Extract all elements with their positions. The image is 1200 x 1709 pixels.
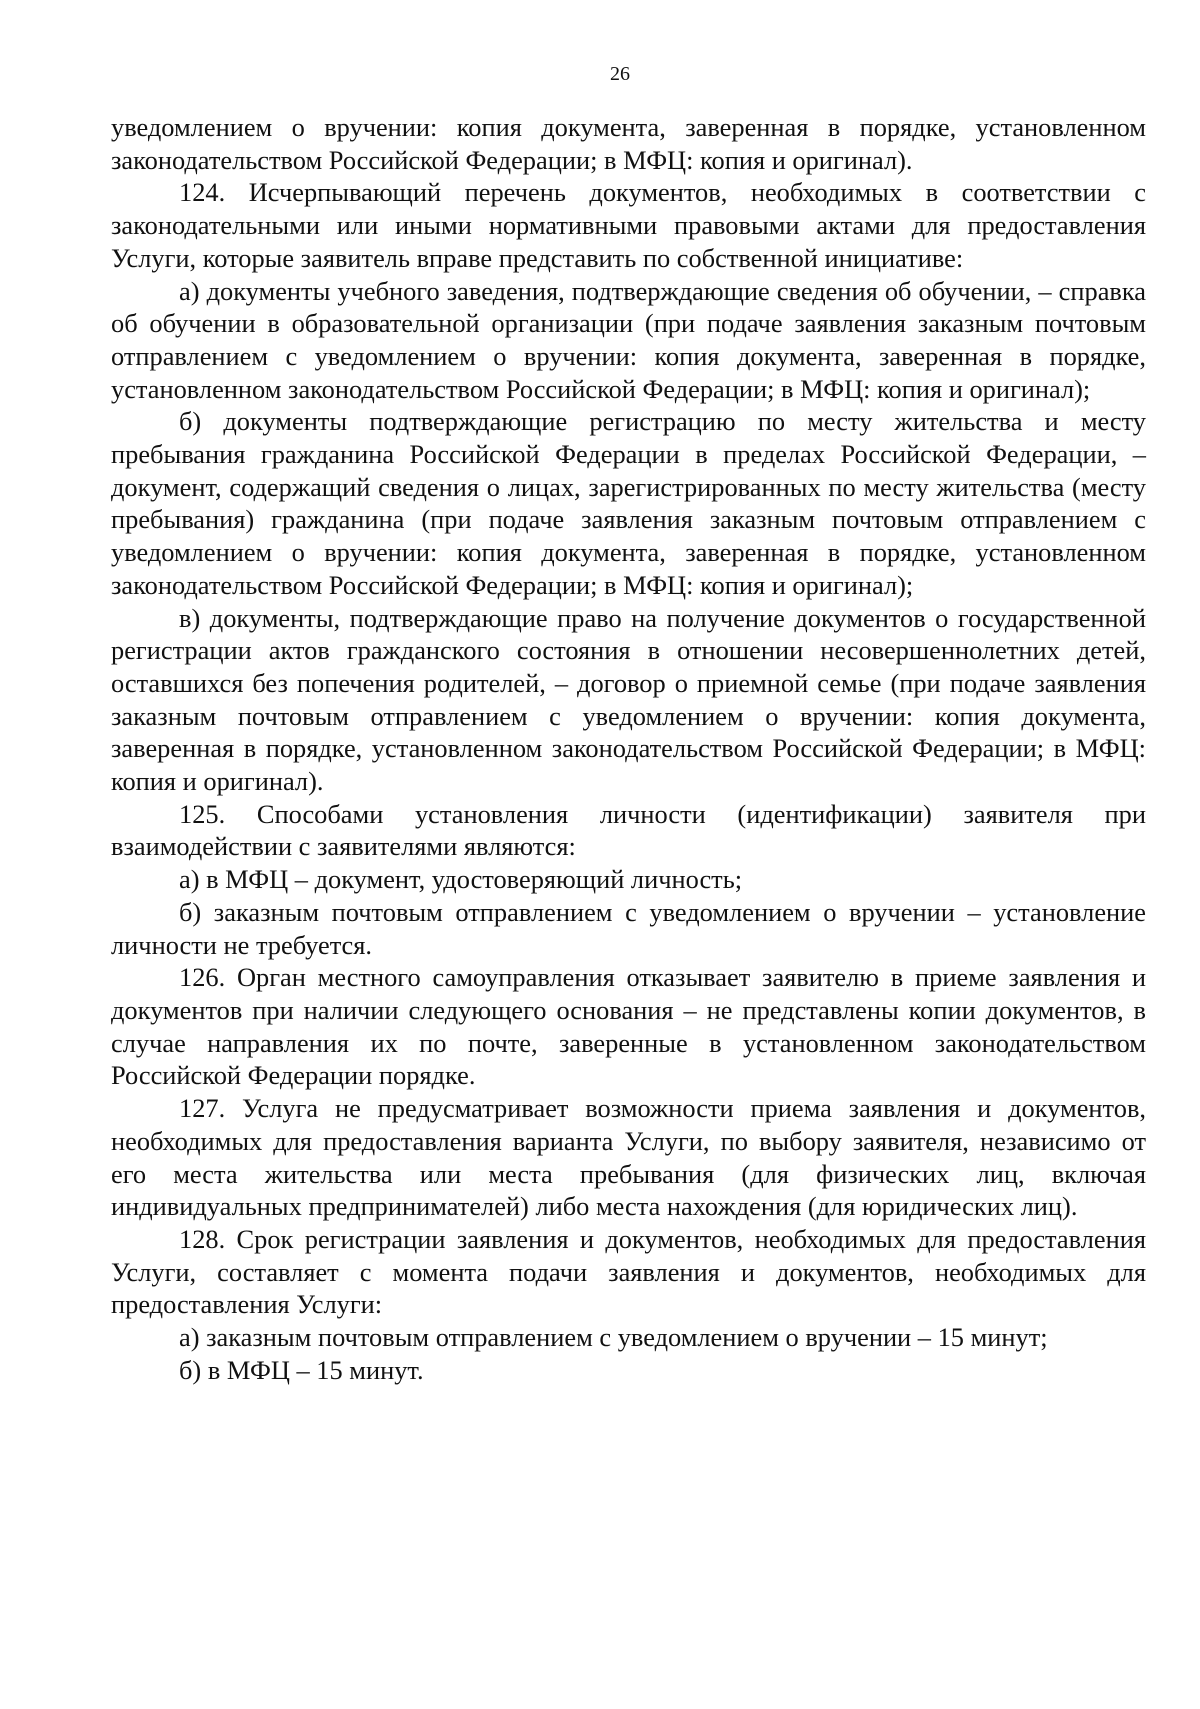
paragraph-continuation-123: уведомлением о вручении: копия документа, заверенная в порядке, установленном законодательством Российской Федерации; в МФЦ: копия и оригинал). <box>111 112 1146 175</box>
paragraph-125: 125. Способами установления личности (идентификации) заявителя при взаимодействии с заявителями являются: <box>111 798 1146 862</box>
paragraph-125-item-a: а) в МФЦ – документ, удостоверяющий личность; <box>179 864 743 895</box>
paragraph-127: 127. Услуга не предусматривает возможности приема заявления и документов, необходимых для предоставления варианта Услуги, по выбору заявителя, независимо от его места жительства или места пребывания (для физических лиц, включая индивидуальных предпринимателей) либо места нахождения (для юридических лиц). <box>111 1093 1146 1222</box>
paragraph-125-item-b: б) заказным почтовым отправлением с уведомлением о вручении – установление личности не требуется. <box>111 896 1146 960</box>
paragraph-124-item-a: а) документы учебного заведения, подтверждающие сведения об обучении, – справка об обучении в образовательной организации (при подаче заявления заказным почтовым отправлением с уведомлением о вручении: копия документа, заверенная в порядке, установленном законодательством Российской Федерации; в МФЦ: копия и оригинал); <box>111 275 1146 404</box>
document-body <box>111 111 1146 1386</box>
paragraph-124: 124. Исчерпывающий перечень документов, необходимых в соответствии с законодательными или иными нормативными правовыми актами для предоставления Услуги, которые заявитель вправе представить по собственной инициативе: <box>111 177 1146 273</box>
paragraph-126: 126. Орган местного самоуправления отказывает заявителю в приеме заявления и документов при наличии следующего основания – не представлены копии документов, в случае направления их по почте, заверенные в установленном законодательством Российской Федерации порядке. <box>111 962 1146 1091</box>
paragraph-124-item-b: б) документы подтверждающие регистрацию по месту жительства и месту пребывания гражданина Российской Федерации в пределах Российской Федерации, – документ, содержащий сведения о лицах, зарегистрированных по месту жительства (месту пребывания) гражданина (при подаче заявления заказным почтовым отправлением с уведомлением о вручении: копия документа, заверенная в порядке, установленном законодательством Российской Федерации; в МФЦ: копия и оригинал); <box>111 406 1146 600</box>
paragraph-128: 128. Срок регистрации заявления и документов, необходимых для предоставления Услуги, составляет с момента подачи заявления и документов, необходимых для предоставления Услуги: <box>111 1223 1146 1320</box>
page-number: 26 <box>610 63 630 85</box>
paragraph-128-item-b: б) в МФЦ – 15 минут. <box>179 1354 424 1385</box>
paragraph-128-item-a: а) заказным почтовым отправлением с уведомлением о вручении – 15 минут; <box>179 1322 1048 1353</box>
paragraph-124-item-v: в) документы, подтверждающие право на получение документов о государственной регистрации актов гражданского состояния в отношении несовершеннолетних детей, оставшихся без попечения родителей, – договор о приемной семье (при подаче заявления заказным почтовым отправлением с уведомлением о вручении: копия документа, заверенная в порядке, установленном законодательством Российской Федерации; в МФЦ: копия и оригинал). <box>111 602 1146 797</box>
